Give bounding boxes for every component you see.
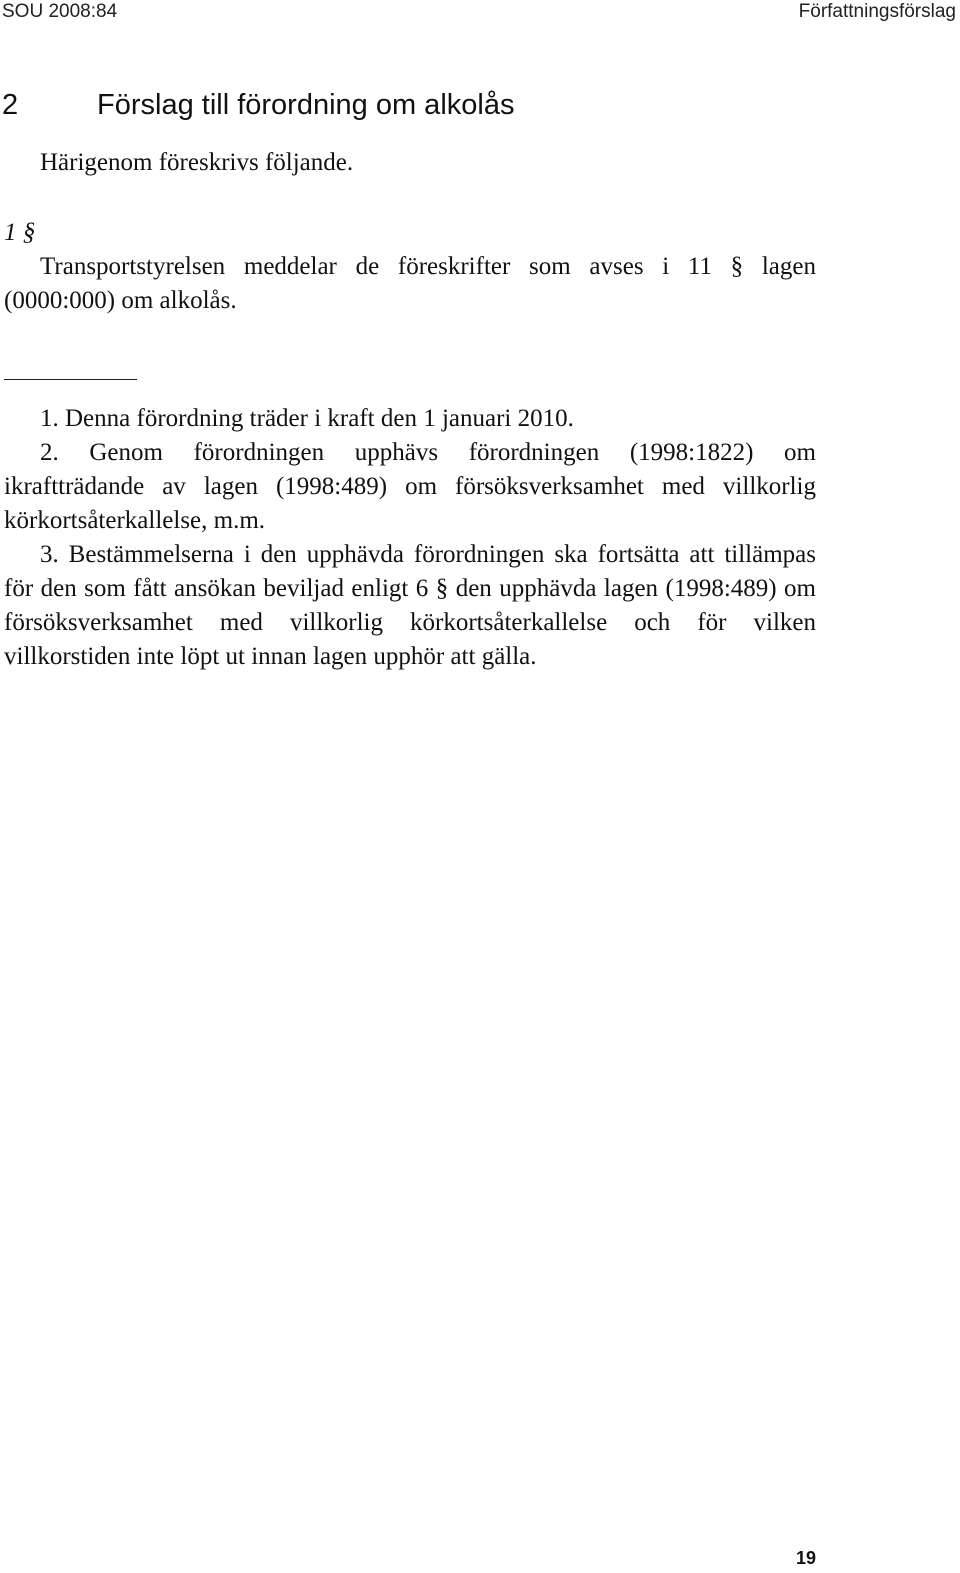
chapter-title: Förslag till förordning om alkolås bbox=[97, 89, 515, 121]
chapter-number: 2 bbox=[2, 89, 19, 121]
transitional-item-1: 1. Denna förordning träder i kraft den 1 januari 2010. bbox=[40, 405, 574, 432]
section-mark: 1 § bbox=[4, 219, 36, 246]
chapter-heading bbox=[2, 86, 514, 124]
header-section-title: Författningsförslag bbox=[798, 1, 956, 22]
section-paragraph: Transportstyrelsen meddelar de föreskrifter som avses i 11 § lagen (0000:000) om alkolås. bbox=[4, 253, 816, 314]
header-document-id: SOU 2008:84 bbox=[2, 1, 118, 22]
transitional-divider bbox=[4, 379, 137, 380]
transitional-item-2: 2. Genom förordningen upphävs förordningen (1998:1822) om ikraftträdande av lagen (1998:489) om försöksverksamhet med villkorlig körkortsåterkallelse, m.m. bbox=[4, 439, 816, 534]
transitional-item-3: 3. Bestämmelserna i den upphävda förordningen ska fortsätta att tillämpas för den som fått ansökan beviljad enligt 6 § den upphävda lagen (1998:489) om försöksverksamhet med villkorlig körkortsåterkallelse och för vilken villkorstiden inte löpt ut innan lagen upphör att gälla. bbox=[4, 541, 816, 670]
page-number: 19 bbox=[795, 1548, 816, 1568]
intro-text: Härigenom föreskrivs följande. bbox=[40, 149, 354, 176]
